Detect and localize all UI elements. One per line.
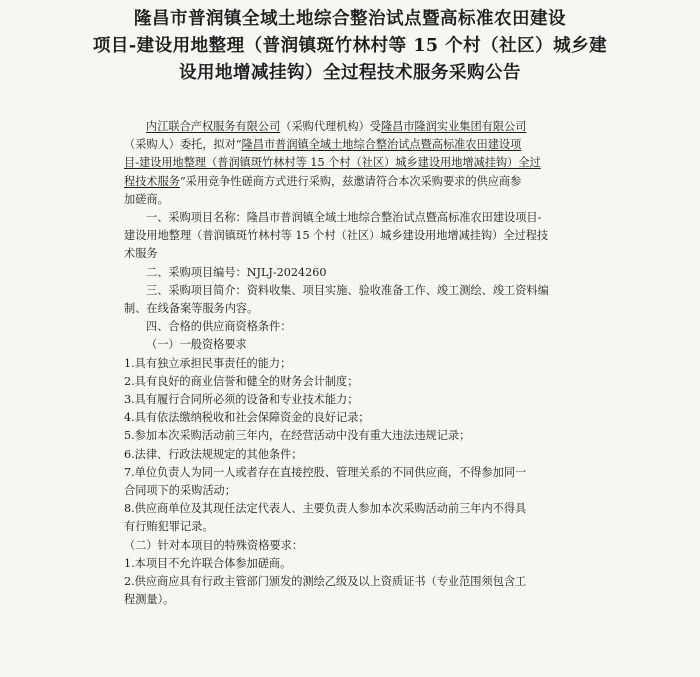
special-requirements-heading: （二）针对本项目的特殊资格要求： bbox=[124, 538, 304, 552]
title-line-2: 项目-建设用地整理（普润镇斑竹林村等 15 个村（社区）城乡建 bbox=[92, 36, 608, 56]
intro-line-1: 内江联合产权服务有限公司（采购代理机构）受隆昌市隆润实业集团有限公司 bbox=[146, 120, 527, 133]
section-4-heading: 四、合格的供应商资格条件： bbox=[146, 320, 292, 334]
general-item-6: 6.法律、行政法规规定的其他条件； bbox=[124, 447, 303, 461]
announcement-body bbox=[124, 118, 586, 609]
general-item-1: 1.具有独立承担民事责任的能力； bbox=[124, 356, 292, 370]
general-item-4: 4.具有依法缴纳税收和社会保障资金的良好记录； bbox=[124, 411, 370, 425]
general-item-8a: 8.供应商单位及其现任法定代表人、主要负责人参加本次采购活动前三年内不得具 bbox=[124, 502, 527, 516]
general-item-7b: 合同项下的采购活动； bbox=[124, 484, 236, 498]
general-item-3: 3.具有履行合同所必须的设备和专业技术能力； bbox=[124, 393, 359, 407]
intro-line-2: （采购人）委托，拟对“隆昌市普润镇全域土地综合整治试点暨高标准农田建设项 bbox=[124, 138, 522, 152]
project-number: 二、采购项目编号：NJLJ-2024260 bbox=[146, 265, 327, 279]
section-3-line-2: 制、在线备案等服务内容。 bbox=[124, 302, 259, 316]
general-item-5: 5.参加本次采购活动前三年内，在经营活动中没有重大违法违规记录； bbox=[124, 429, 471, 443]
special-item-2b: 程测量）。 bbox=[124, 593, 175, 607]
general-requirements-heading: （一）一般资格要求 bbox=[146, 338, 247, 352]
section-1-line-1: 一、采购项目名称：隆昌市普润镇全域土地综合整治试点暨高标准农田建设项目- bbox=[146, 211, 542, 225]
general-item-8b: 有行贿犯罪记录。 bbox=[124, 520, 214, 534]
title-line-1: 隆昌市普润镇全域土地综合整治试点暨高标准农田建设 bbox=[134, 9, 566, 29]
section-1-line-2: 建设用地整理（普润镇斑竹林村等 15 个村（社区）城乡建设用地增减挂钩）全过程技 bbox=[124, 229, 549, 243]
special-item-1: 1.本项目不允许联合体参加磋商。 bbox=[124, 556, 292, 570]
intro-line-4: 程技术服务”采用竞争性磋商方式进行采购，兹邀请符合本次采购要求的供应商参 bbox=[124, 174, 522, 188]
announcement-title bbox=[90, 6, 610, 87]
title-line-3: 设用地增减挂钩）全过程技术服务采购公告 bbox=[179, 63, 521, 83]
intro-line-5: 加磋商。 bbox=[124, 192, 169, 206]
general-item-2: 2.具有良好的商业信誉和健全的财务会计制度； bbox=[124, 374, 359, 388]
special-item-2a: 2.供应商应具有行政主管部门颁发的测绘乙级及以上资质证书（专业范围须包含工 bbox=[124, 575, 527, 589]
project-name-underlined: 隆昌市普润镇全域土地综合整治试点暨高标准农田建设项 bbox=[241, 138, 522, 152]
buyer-name: 隆昌市隆润实业集团有限公司 bbox=[380, 120, 527, 133]
intro-line-3: 目-建设用地整理（普润镇斑竹林村等 15 个村（社区）城乡建设用地增减挂钩）全过 bbox=[124, 156, 541, 170]
agent-name: 内江联合产权服务有限公司 bbox=[146, 120, 281, 133]
general-item-7a: 7.单位负责人为同一人或者存在直接控股、管理关系的不同供应商，不得参加同一 bbox=[124, 465, 527, 479]
section-1-line-3: 术服务 bbox=[124, 247, 158, 261]
section-3-line-1: 三、采购项目简介：资料收集、项目实施、验收准备工作、竣工测绘、竣工资料编 bbox=[146, 283, 549, 297]
